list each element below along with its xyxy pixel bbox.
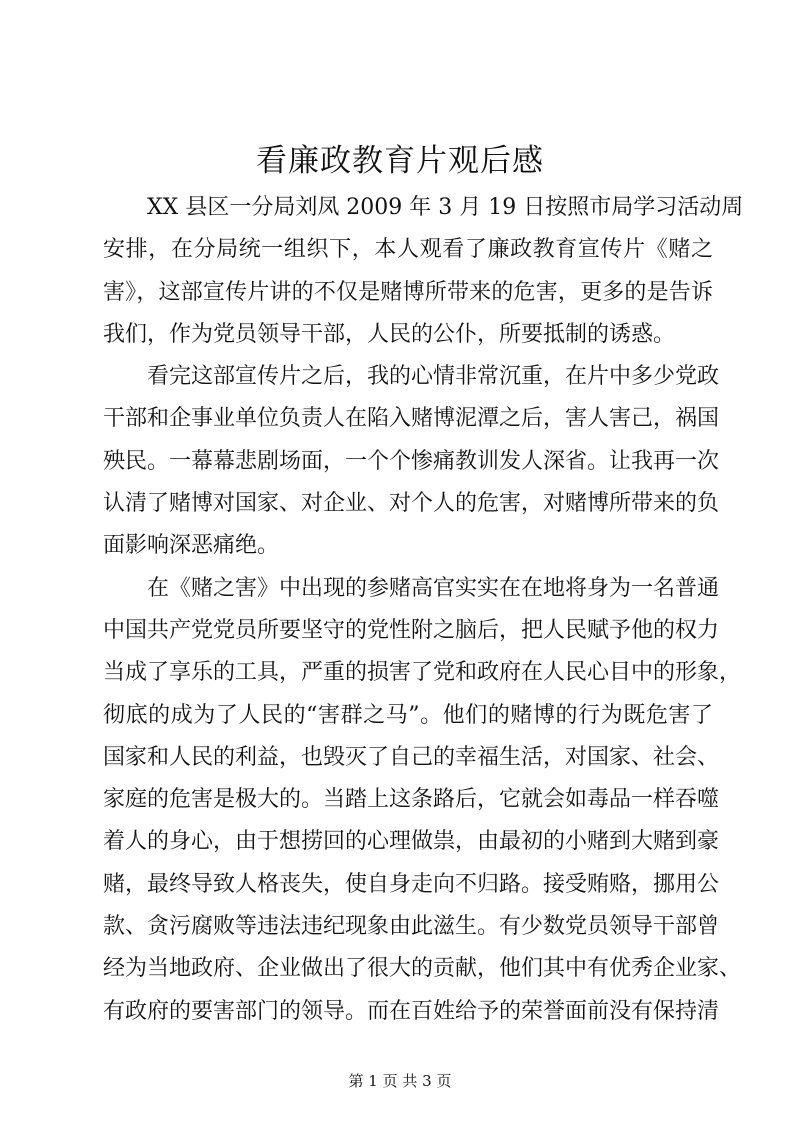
body-line: 干部和企事业单位负责人在陷入赌博泥潭之后，害人害己，祸国 bbox=[103, 406, 720, 432]
body-line: 殃民。一幕幕悲剧场面，一个个惨痛教训发人深省。让我再一次 bbox=[103, 448, 720, 474]
body-line: 着人的身心，由于想捞回的心理做祟，由最初的小赌到大赌到豪 bbox=[103, 829, 720, 855]
body-line: 中国共产党党员所要坚守的党性附之脑后，把人民赋予他的权力 bbox=[103, 617, 720, 643]
body-line: 赌，最终导致人格丧失，使自身走向不归路。接受贿赂，挪用公 bbox=[103, 871, 720, 897]
body-line: 经为当地政府、企业做出了很大的贡献，他们其中有优秀企业家、 bbox=[103, 956, 742, 982]
body-line: 安排，在分局统一组织下，本人观看了廉政教育宣传片《赌之 bbox=[103, 237, 713, 263]
body-line: 国家和人民的利益，也毁灭了自己的幸福生活，对国家、社会、 bbox=[103, 744, 720, 770]
body-line: 认清了赌博对国家、对企业、对个人的危害，对赌博所带来的负 bbox=[103, 491, 720, 517]
page-footer: 第 1 页 共 3 页 bbox=[348, 1072, 452, 1090]
body-line: 有政府的要害部门的领导。而在百姓给予的荣誉面前没有保持清 bbox=[103, 998, 720, 1024]
body-line: 彻底的成为了人民的“害群之马”。他们的赌博的行为既危害了 bbox=[103, 702, 713, 728]
body-line: 当成了享乐的工具，严重的损害了党和政府在人民心目中的形象， bbox=[103, 660, 742, 686]
body-line: 看完这部宣传片之后，我的心情非常沉重，在片中多少党政 bbox=[147, 364, 720, 390]
document-body bbox=[103, 187, 744, 1033]
body-line: XX 县区一分局刘凤 2009 年 3 月 19 日按照市局学习活动周 bbox=[147, 195, 744, 220]
body-line: 款、贪污腐败等违法违纪现象由此滋生。有少数党员领导干部曾 bbox=[103, 914, 720, 940]
body-line: 在《赌之害》中出现的参赌高官实实在在地将身为一名普通 bbox=[147, 575, 720, 601]
body-line: 我们，作为党员领导干部，人民的公仆，所要抵制的诱惑。 bbox=[103, 321, 676, 347]
body-line: 面影响深恶痛绝。 bbox=[103, 533, 280, 559]
body-line: 家庭的危害是极大的。当踏上这条路后，它就会如毒品一样吞噬 bbox=[103, 787, 720, 813]
body-line: 害》，这部宣传片讲的不仅是赌博所带来的危害，更多的是告诉 bbox=[103, 279, 713, 305]
document-title: 看廉政教育片观后感 bbox=[256, 143, 544, 179]
